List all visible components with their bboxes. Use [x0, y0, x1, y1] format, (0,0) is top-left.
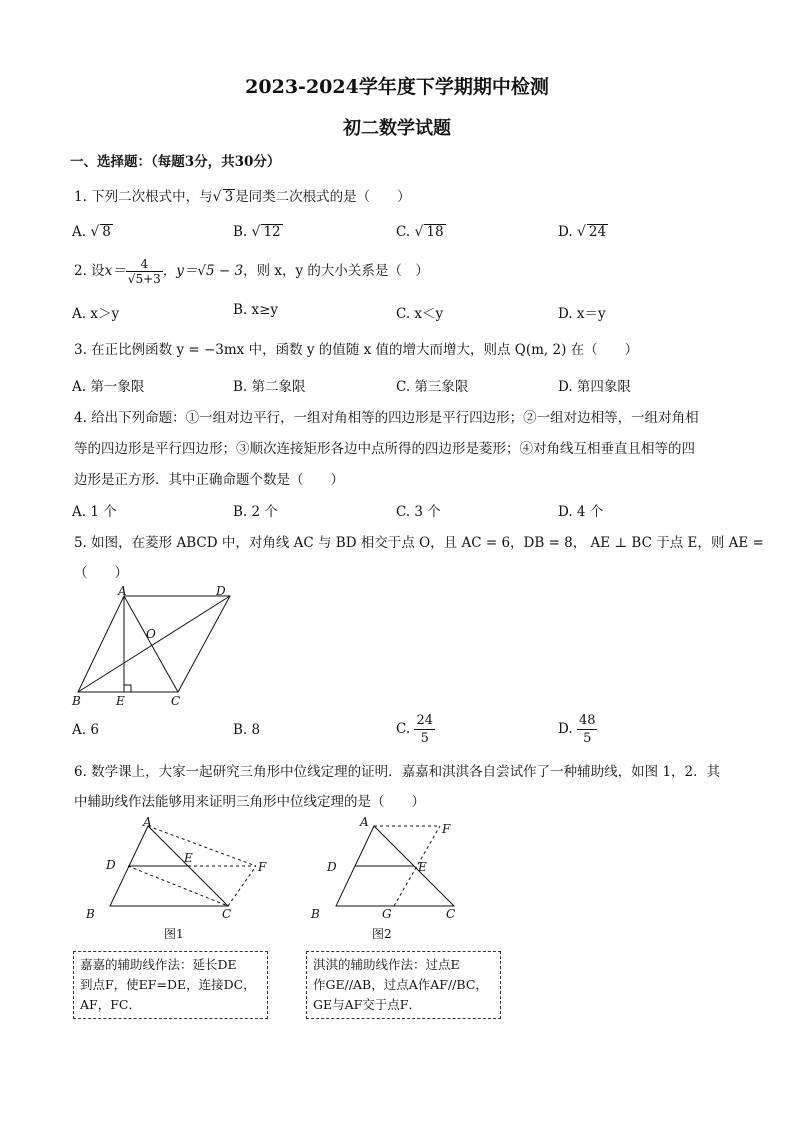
q2-option-a[interactable]: A. x＞y: [72, 306, 120, 322]
fig2-label-g: G: [382, 907, 392, 921]
rhombus-figure: [66, 584, 246, 710]
question-6-line-2: 中辅助线作法能够用来证明三角形中位线定理的是（ ）: [74, 794, 425, 810]
fig2-label-a: A: [360, 815, 369, 829]
fig1-label-a: A: [143, 815, 152, 829]
label-b: B: [72, 694, 81, 708]
fig1-label-c: C: [222, 907, 232, 921]
label-e: E: [116, 694, 125, 708]
q1-suffix: 是同类二次根式的是（ ）: [235, 189, 411, 205]
fig1-label-e: E: [184, 851, 193, 865]
question-2: 2. 设x＝ $\frac{4}{√5+3}$ ，y＝√5 − 3，则 x，y 的大小关系是（ ）: [74, 257, 429, 286]
label-c: C: [171, 694, 181, 708]
question-5-line-2: （ ）: [74, 565, 128, 581]
label-d: D: [216, 584, 226, 598]
section-heading: 一、选择题：（每题3分，共30分）: [70, 154, 281, 170]
exam-title: 2023-2024学年度下学期期中检测: [245, 76, 549, 98]
question-4-line-2: 等的四边形是平行四边形；③顺次连接矩形各边中点所得的四边形是菱形；④对角线互相垂直且相等的四: [74, 441, 695, 457]
q3-option-c[interactable]: C. 第三象限: [396, 379, 469, 395]
q3-option-b[interactable]: B. 第二象限: [233, 379, 306, 395]
question-3: 3. 在正比例函数 y = −3mx 中，函数 y 的值随 x 值的增大而增大，则点 Q(m, 2) 在（ ）: [74, 342, 639, 358]
fig1-caption: 图1: [164, 927, 184, 941]
q5-option-c[interactable]: C. $\frac{24}{5}$: [396, 713, 433, 746]
question-1: 1. 下列二次根式中，与√ 3 是同类二次根式的是（ ）: [74, 189, 411, 205]
fig2-label-b: B: [311, 907, 320, 921]
q1-option-d[interactable]: D. √ 24: [558, 224, 607, 240]
q4-option-c[interactable]: C. 3 个: [396, 504, 441, 520]
question-4-line-3: 边形是正方形．其中正确命题个数是（ ）: [74, 472, 344, 488]
q2-option-c[interactable]: C. x＜y: [396, 306, 444, 322]
exam-subtitle: 初二数学试题: [343, 118, 451, 139]
q2-option-b[interactable]: B. x≥y: [233, 302, 279, 318]
q1-prefix: 1. 下列二次根式中，与: [74, 189, 213, 205]
figure-2: [306, 814, 506, 944]
q2-option-d[interactable]: D. x＝y: [558, 306, 606, 322]
fig1-label-d: D: [106, 858, 116, 872]
q5-option-b[interactable]: B. 8: [233, 722, 261, 738]
q1-option-a[interactable]: A. √ 8: [72, 224, 111, 240]
question-5-line-1: 5. 如图，在菱形 ABCD 中，对角线 AC 与 BD 相交于点 O，且 AC = 6，DB = 8， AE ⊥ BC 于点 E，则 AE =: [74, 535, 764, 551]
segment-af: [148, 826, 256, 866]
q5-option-a[interactable]: A. 6: [72, 722, 99, 738]
jiajia-method-box: 嘉嘉的辅助线作法：延长DE 到点F，使EF=DE，连接DC， AF，FC．: [73, 951, 268, 1019]
fig2-label-c: C: [446, 907, 456, 921]
qiqi-method-box: 淇淇的辅助线作法：过点E 作GE//AB，过点A作AF//BC， GE与AF交于点F．: [306, 951, 501, 1019]
q3-option-d[interactable]: D. 第四象限: [558, 379, 631, 395]
q3-option-a[interactable]: A. 第一象限: [72, 379, 145, 395]
label-a: A: [118, 584, 127, 598]
q1-radicand: 3: [224, 189, 234, 205]
question-4-line-1: 4. 给出下列命题：①一组对边平行，一组对角相等的四边形是平行四边形；②一组对边相等，一组对角相: [74, 410, 699, 426]
fig1-label-b: B: [86, 907, 95, 921]
fig1-label-f: F: [258, 860, 267, 874]
q2-fraction: $\frac{4}{√5+3}$: [127, 257, 161, 286]
fig2-label-d: D: [327, 860, 337, 874]
segment-fc: [228, 866, 256, 906]
segment-dc: [128, 866, 228, 906]
q4-option-a[interactable]: A. 1 个: [72, 504, 117, 520]
right-angle-mark: [124, 685, 131, 692]
fig2-caption: 图2: [372, 927, 392, 941]
q1-option-b[interactable]: B. √ 12: [233, 224, 281, 240]
figure-1: [80, 814, 280, 944]
question-6-line-1: 6. 数学课上，大家一起研究三角形中位线定理的证明．嘉嘉和淇淇各自尝试作了一种辅助线，如图 1，2．其: [74, 764, 721, 780]
q4-option-b[interactable]: B. 2 个: [233, 504, 278, 520]
diagonal-ac: [124, 596, 178, 692]
label-o: O: [146, 627, 156, 641]
fig2-label-f: F: [442, 822, 451, 836]
q1-option-c[interactable]: C. √ 18: [396, 224, 444, 240]
q4-option-d[interactable]: D. 4 个: [558, 504, 604, 520]
fig2-label-e: E: [418, 860, 427, 874]
q5-option-d[interactable]: D. $\frac{48}{5}$: [558, 713, 596, 746]
